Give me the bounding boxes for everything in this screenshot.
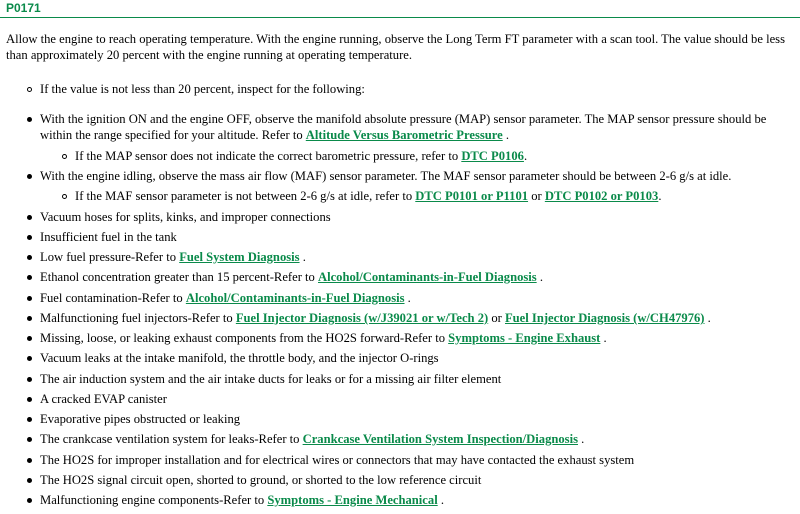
- link-crankcase-ventilation[interactable]: Crankcase Ventilation System Inspection/Diagnosis: [302, 432, 578, 446]
- list-item-text: With the engine idling, observe the mass air flow (MAF) sensor parameter. The MAF sensor parameter should be between 2-6 g/s at idle.: [40, 169, 732, 183]
- list-item: [40, 269, 543, 285]
- list-item-text: Evaporative pipes obstructed or leaking: [40, 412, 241, 426]
- list-item-text: .: [658, 189, 662, 203]
- bullet-icon: [27, 255, 32, 260]
- bullet-icon: [27, 235, 32, 240]
- list-item-text: or: [528, 189, 545, 203]
- link-fuel-system-diagnosis[interactable]: Fuel System Diagnosis: [179, 250, 300, 264]
- list-item-text: .: [523, 149, 528, 163]
- list-item-text: The HO2S for improper installation and for electrical wires or connectors that may have contacted the exhaust system: [40, 453, 635, 467]
- link-symptoms-engine-mechanical[interactable]: Symptoms - Engine Mechanical: [267, 493, 438, 507]
- link-dtc-p0102-p0103[interactable]: DTC P0102 or P0103: [544, 189, 659, 203]
- list-item-text: With the ignition ON and the engine OFF, observe the manifold absolute pressure (MAP) sensor parameter. The MAP sensor pressure should be within the range specified for your altitude. Refer to: [40, 112, 767, 142]
- bullet-icon: [27, 377, 32, 382]
- bullet-icon: [27, 397, 32, 402]
- bullet-icon: [27, 296, 32, 301]
- list-item-text: The air induction system and the air intake ducts for leaks or for a missing air filter element: [40, 372, 502, 386]
- list-item-text: .: [704, 311, 711, 325]
- list-item: [40, 472, 481, 488]
- list-item-maf: [40, 168, 731, 184]
- list-item-text: If the MAF sensor parameter is not between 2-6 g/s at idle, refer to: [75, 189, 416, 203]
- list-item-text: Vacuum leaks at the intake manifold, the throttle body, and the injector O-rings: [40, 351, 439, 365]
- list-item: [40, 391, 167, 407]
- list-item-text: Vacuum hoses for splits, kinks, and improper connections: [40, 210, 331, 224]
- list-item: [40, 209, 331, 225]
- bullet-icon: [27, 117, 32, 122]
- bullet-icon: [27, 336, 32, 341]
- list-item-text: Missing, loose, or leaking exhaust components from the HO2S forward-Refer to: [40, 331, 449, 345]
- sub-item-map: [75, 148, 527, 164]
- list-item: [40, 81, 365, 97]
- list-item-text: The HO2S signal circuit open, shorted to ground, or shorted to the low reference circuit: [40, 473, 482, 487]
- list-item-text: Low fuel pressure-Refer to: [40, 250, 180, 264]
- bullet-icon: [27, 174, 32, 179]
- list-item-text: Malfunctioning engine components-Refer to: [40, 493, 268, 507]
- list-item-text: Insufficient fuel in the tank: [40, 230, 177, 244]
- page-header: [0, 0, 800, 18]
- list-item: [40, 330, 607, 346]
- list-item: [40, 229, 177, 245]
- link-dtc-p0101-p1101[interactable]: DTC P0101 or P1101: [415, 189, 529, 203]
- list-item-text: If the MAP sensor does not indicate the correct barometric pressure, refer to: [75, 149, 462, 163]
- list-item-text: .: [536, 270, 543, 284]
- link-alcohol-contaminants[interactable]: Alcohol/Contaminants-in-Fuel Diagnosis: [318, 270, 537, 284]
- sub-item-maf: [75, 188, 661, 204]
- list-item-text: .: [600, 331, 607, 345]
- list-item: [40, 371, 501, 387]
- list-item-text: or: [488, 311, 505, 325]
- list-item-map: [40, 111, 800, 143]
- bullet-icon: [27, 356, 32, 361]
- bullet-icon: [27, 478, 32, 483]
- list-item-text: The crankcase ventilation system for leaks-Refer to: [40, 432, 303, 446]
- bullet-icon: [27, 437, 32, 442]
- list-item-text: If the value is not less than 20 percent, inspect for the following:: [40, 82, 365, 96]
- list-item-text: .: [502, 128, 510, 142]
- link-fuel-injector-j39021[interactable]: Fuel Injector Diagnosis (w/J39021 or w/Tech 2): [235, 311, 489, 325]
- intro-paragraph: Allow the engine to reach operating temperature. With the engine running, observe the Long Term FT parameter with a scan tool. The value should be less than approximately 20 percent with the engine running at operating temperature.: [6, 32, 785, 62]
- list-item: [40, 249, 306, 265]
- bullet-icon: [27, 215, 32, 220]
- circle-bullet-icon: [62, 154, 67, 159]
- bullet-icon: [27, 458, 32, 463]
- list-item: [40, 310, 711, 326]
- bullet-icon: [27, 275, 32, 280]
- list-item-text: Ethanol concentration greater than 15 percent-Refer to: [40, 270, 318, 284]
- list-item: [40, 290, 411, 306]
- link-altitude-barometric[interactable]: Altitude Versus Barometric Pressure: [305, 128, 503, 142]
- list-item: [40, 411, 240, 427]
- link-symptoms-engine-exhaust[interactable]: Symptoms - Engine Exhaust: [448, 331, 601, 345]
- list-item-text: .: [437, 493, 444, 507]
- link-alcohol-contaminants-2[interactable]: Alcohol/Contaminants-in-Fuel Diagnosis: [185, 291, 405, 305]
- link-dtc-p0106[interactable]: DTC P0106: [461, 149, 524, 163]
- circle-bullet-icon: [62, 194, 67, 199]
- list-item: [40, 452, 634, 468]
- list-item-text: A cracked EVAP canister: [40, 392, 167, 406]
- list-item-text: .: [577, 432, 585, 446]
- bullet-icon: [27, 316, 32, 321]
- link-fuel-injector-ch47976[interactable]: Fuel Injector Diagnosis (w/CH47976): [504, 311, 705, 325]
- circle-bullet-icon: [27, 87, 32, 92]
- list-item: [40, 350, 439, 366]
- list-item-text: Fuel contamination-Refer to: [40, 291, 186, 305]
- list-item: [40, 492, 444, 508]
- bullet-icon: [27, 417, 32, 422]
- list-item-text: Malfunctioning fuel injectors-Refer to: [40, 311, 236, 325]
- bullet-icon: [27, 498, 32, 503]
- list-item-text: .: [299, 250, 306, 264]
- list-item: [40, 431, 584, 447]
- list-item-text: .: [404, 291, 411, 305]
- dtc-code-title: P0171: [6, 1, 41, 15]
